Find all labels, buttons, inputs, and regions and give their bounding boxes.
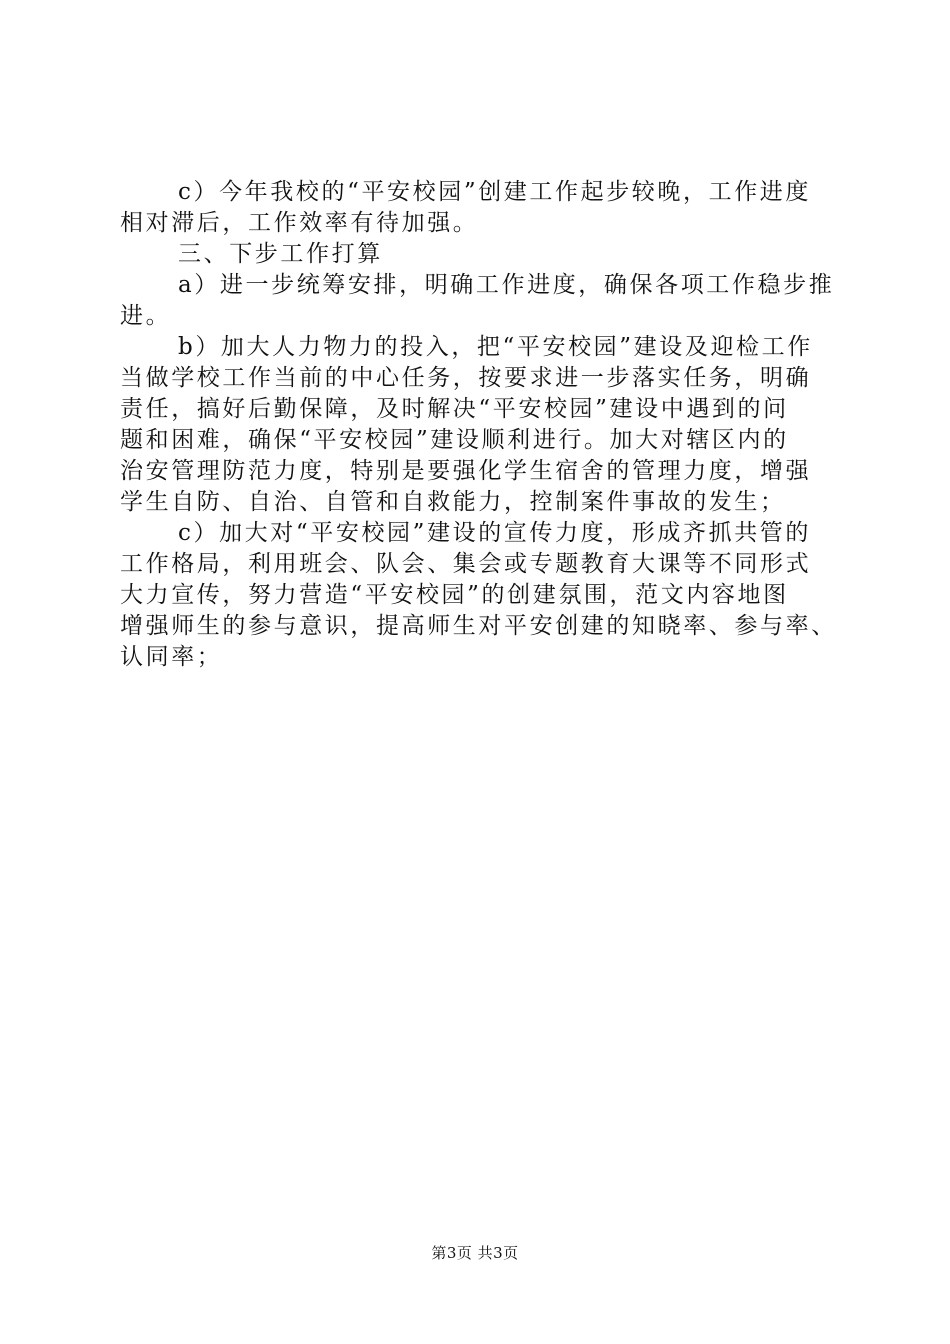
paragraph-c-line-2: 相对滞后，工作效率有待加强。 <box>120 210 479 236</box>
paragraph-b-line-5: 治安管理防范力度，特别是要强化学生宿舍的管理力度，增强 <box>120 458 812 484</box>
paragraph-c2-line-2: 工作格局，利用班会、队会、集会或专题教育大课等不同形式 <box>120 551 812 577</box>
paragraph-b-line-6: 学生自防、自治、自管和自救能力，控制案件事故的发生； <box>120 489 786 515</box>
paragraph-c2-line-4: 增强师生的参与意识，提高师生对平安创建的知晓率、参与率、 <box>120 613 837 639</box>
paragraph-a-line-2: 进。 <box>120 303 172 329</box>
paragraph-c-line-1: c）今年我校的“平安校园”创建工作起步较晚，工作进度 <box>178 179 811 205</box>
paragraph-c2-line-1: c）加大对“平安校园”建设的宣传力度，形成齐抓共管的 <box>178 520 811 546</box>
page-footer: 第3页 共3页 <box>431 1244 519 1262</box>
paragraph-b-line-3: 责任，搞好后勤保障，及时解决“平安校园”建设中遇到的问 <box>120 396 789 422</box>
paragraph-c2-line-3: 大力宣传，努力营造“平安校园”的创建氛围，范文内容地图 <box>120 582 789 608</box>
paragraph-b-line-4: 题和困难，确保“平安校园”建设顺利进行。加大对辖区内的 <box>120 427 789 453</box>
paragraph-b-line-2: 当做学校工作当前的中心任务，按要求进一步落实任务，明确 <box>120 365 812 391</box>
paragraph-c2-line-5: 认同率； <box>120 644 223 670</box>
section-heading: 三、下步工作打算 <box>178 241 383 267</box>
paragraph-a-line-1: a）进一步统筹安排，明确工作进度，确保各项工作稳步推 <box>178 272 835 298</box>
paragraph-b-line-1: b）加大人力物力的投入，把“平安校园”建设及迎检工作 <box>178 334 813 360</box>
